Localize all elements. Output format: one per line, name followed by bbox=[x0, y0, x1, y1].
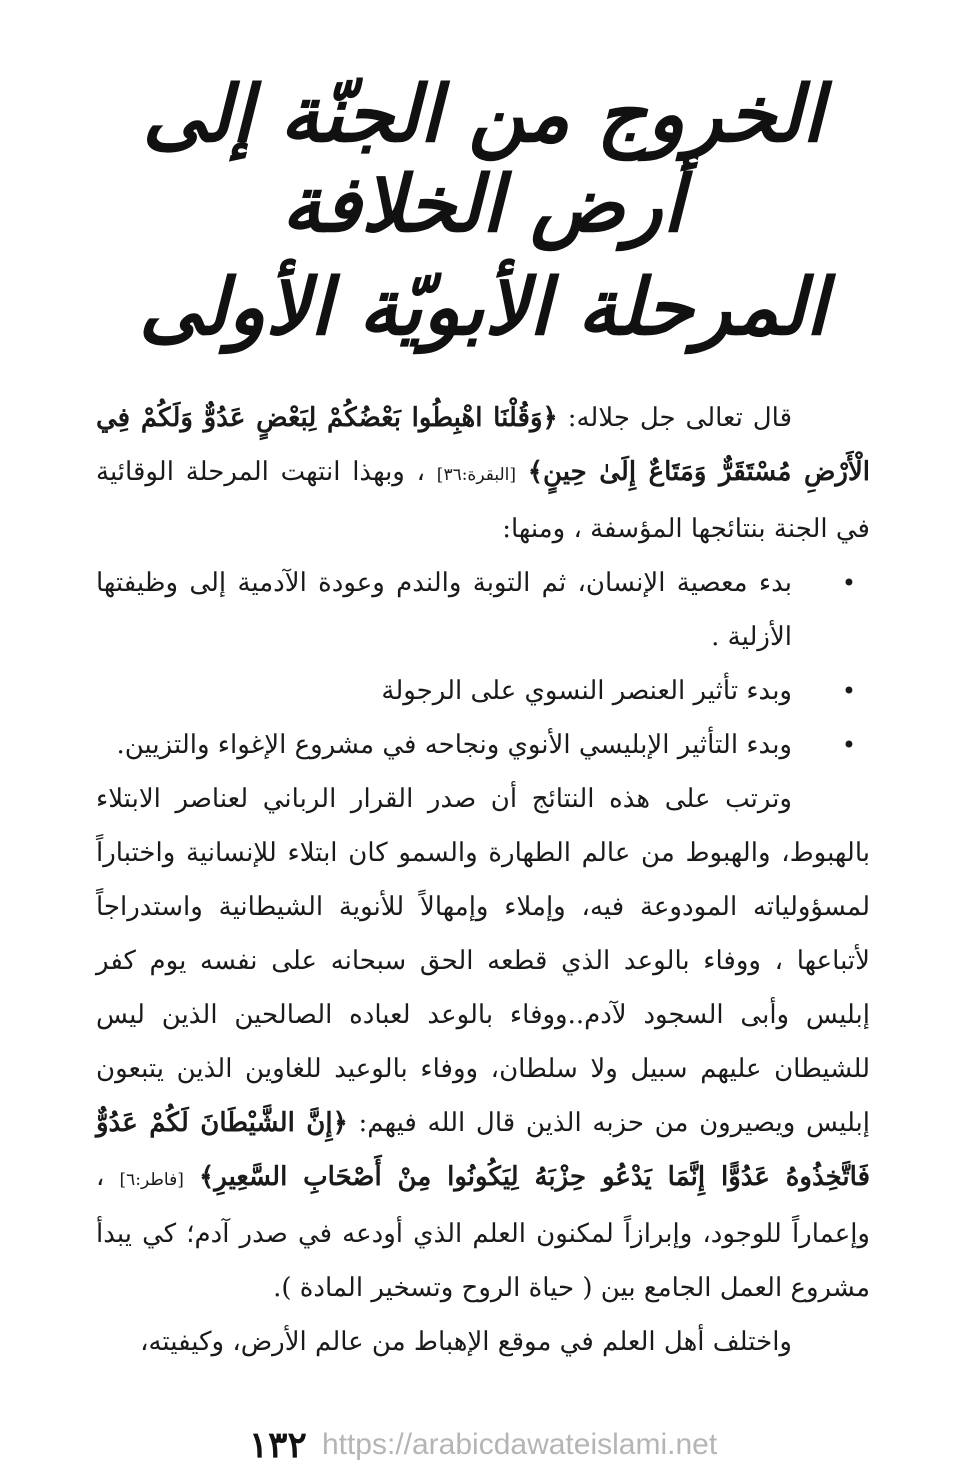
list-item-text: وبدء تأثير العنصر النسوي على الرجولة bbox=[381, 676, 792, 707]
website-url[interactable]: https://arabicdawateislami.net bbox=[321, 1428, 718, 1461]
main-paragraph bbox=[96, 772, 870, 1315]
page-footer bbox=[0, 1424, 966, 1468]
verse-reference: [فاطر:٦] bbox=[119, 1170, 184, 1191]
chapter-title: الخروج من الجنّة إلى أرض الخلافة bbox=[142, 69, 824, 250]
list-item-text: وبدء التأثير الإبليسي الأنوي ونجاحه في مشروع الإغواء والتزيين. bbox=[116, 730, 792, 761]
body-text bbox=[96, 391, 870, 1369]
bullet-icon: • bbox=[841, 569, 856, 598]
intro-continuation: ، وبهذا انتهت المرحلة الوقائية في الجنة بنتائجها المؤسفة ، ومنها: bbox=[96, 457, 870, 545]
bullet-icon: • bbox=[841, 677, 856, 706]
closing-paragraph-text: واختلف أهل العلم في موقع الإهباط من عالم الأرض، وكيفيته، bbox=[140, 1327, 792, 1358]
list-item bbox=[96, 556, 870, 664]
list-item bbox=[96, 718, 870, 772]
quran-verse: ﴿إِنَّ الشَّيْطَانَ لَكُمْ عَدُوٌّ فَاتَّخِذُوهُ عَدُوًّا إِنَّمَا يَدْعُو حِزْبَهُ لِيَكُونُوا مِنْ أَصْحَابِ السَّعِيرِ﴾ bbox=[96, 1108, 871, 1193]
closing-paragraph bbox=[96, 1315, 870, 1369]
intro-paragraph bbox=[96, 391, 870, 556]
bullet-icon: • bbox=[841, 731, 856, 760]
bullet-list bbox=[96, 556, 870, 772]
verse-reference: [البقرة:٣٦] bbox=[436, 465, 516, 486]
main-paragraph-continuation: ، وإعماراً للوجود، وإبرازاً لمكنون العلم الذي أودعه في صدر آدم؛ كي يبدأ مشروع العمل الجامع بين ( حياة الروح وتسخير المادة ). bbox=[96, 1162, 870, 1304]
list-item-text: بدء معصية الإنسان، ثم التوبة والندم وعودة الآدمية إلى وظيفتها الأزلية . bbox=[96, 568, 792, 653]
main-paragraph-text: وترتب على هذه النتائج أن صدر القرار الرباني لعناصر الابتلاء بالهبوط، والهبوط من عالم الطهارة والسمو كان ابتلاء للإنسانية واختباراً لمسؤولياته المودوعة فيه، وإملاء وإمهالاً للأنوية الشيطانية واستدراجاً لأتباعها ، ووفاء بالوعد الذي قطعه الحق سبحانه على نفسه يوم كفر إبليس وأبى السجود لآدم..ووفاء بالوعد لعباده الصالحين الذين ليس للشيطان عليهم سبيل ولا سلطان، ووفاء بالوعيد للغاوين الذين يتبعون إبليس ويصيرون من حزبه الذين قال الله فيهم: bbox=[96, 784, 871, 1139]
list-item bbox=[96, 664, 870, 718]
quran-verse: ﴿وَقُلْنَا اهْبِطُوا بَعْضُكُمْ لِبَعْضٍ عَدُوٌّ وَلَكُمْ فِي الْأَرْضِ مُسْتَقَرٌّ وَمَتَاعٌ إِلَىٰ حِينٍ﴾ bbox=[96, 403, 871, 488]
page-number: ١٣٢ bbox=[248, 1424, 307, 1466]
intro-lead: قال تعالى جل جلاله: bbox=[567, 403, 792, 434]
chapter-subtitle: المرحلة الأبويّة الأولى bbox=[138, 262, 828, 354]
